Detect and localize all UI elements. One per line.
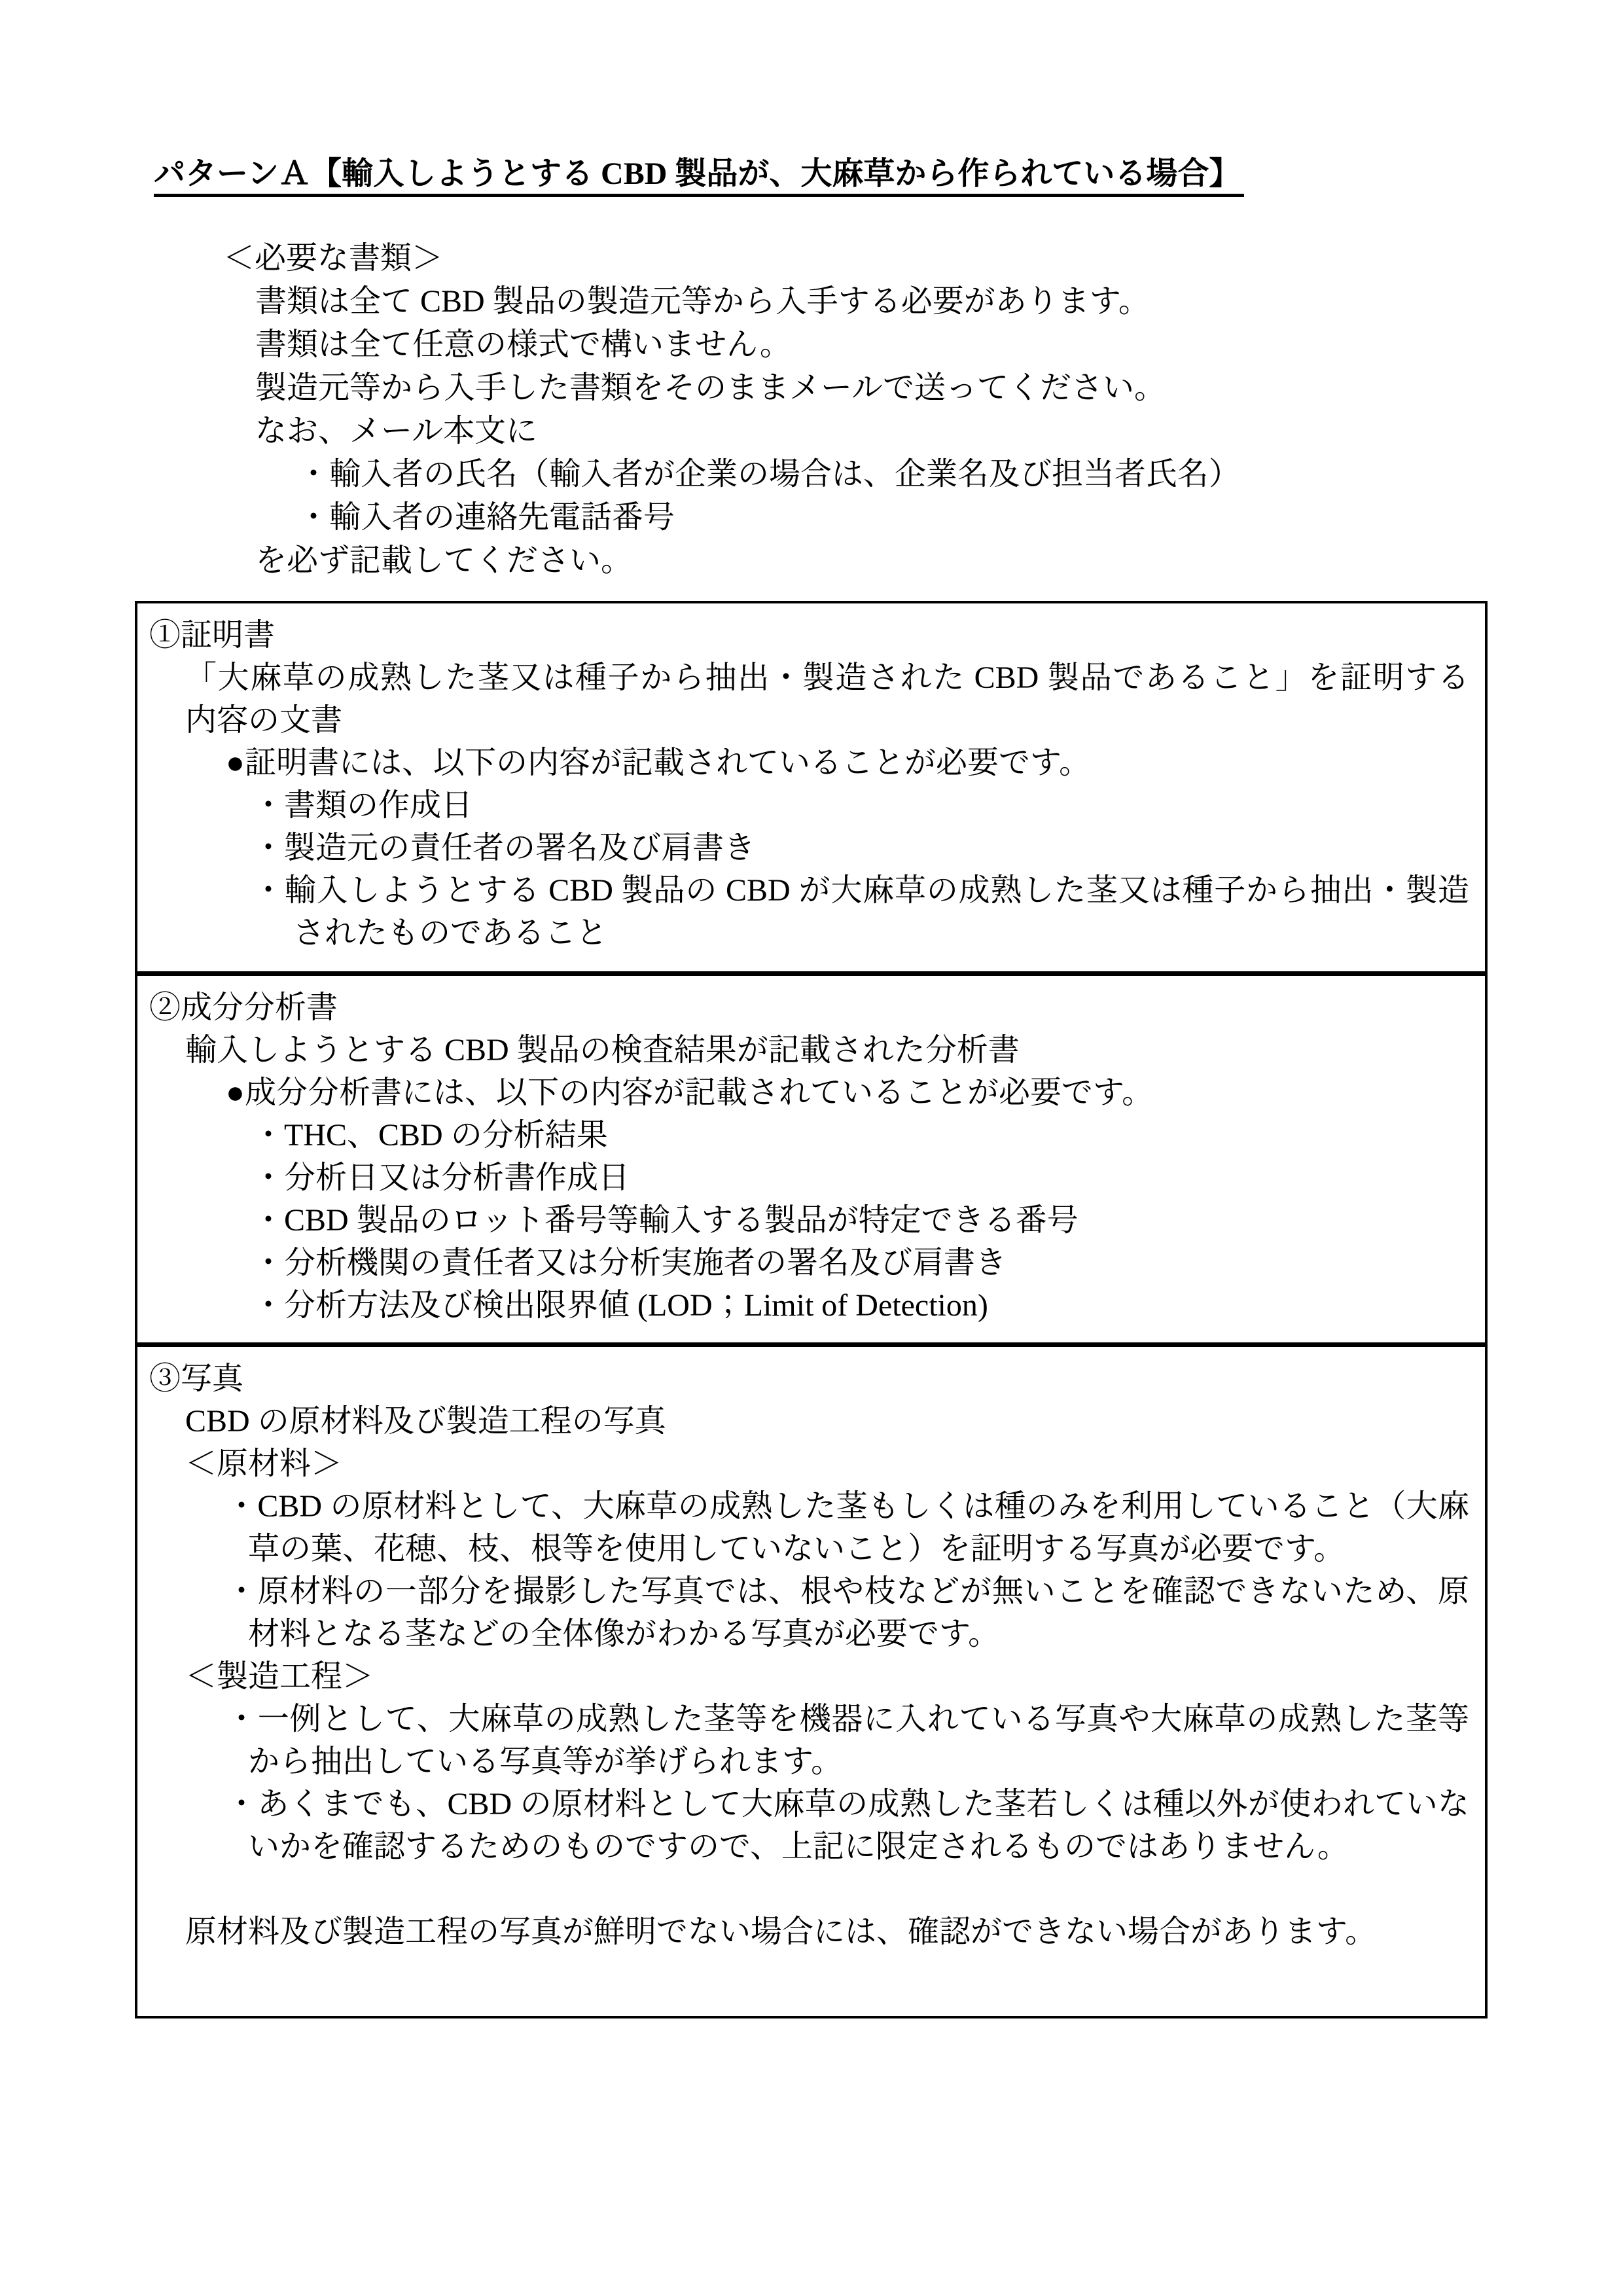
box-line: CBD の原材料及び製造工程の写真 (185, 1404, 666, 1439)
box-line: ・CBD 製品のロット番号等輸入する製品が特定できる番号 (253, 1203, 1079, 1238)
intro-line: 書類は全て CBD 製品の製造元等から入手する必要があります。 (255, 284, 1150, 319)
box-heading: ②成分分析書 (149, 990, 338, 1025)
box-line: ・製造元の責任者の署名及び肩書き (253, 831, 756, 865)
box-heading: ①証明書 (149, 618, 276, 653)
box-analysis-report (135, 973, 1488, 1345)
box-photos (135, 1344, 1488, 2018)
box-line: ●証明書には、以下の内容が記載されていることが必要です。 (226, 745, 1091, 780)
page-title: パターンＡ【輸入しようとする CBD 製品が、大麻草から作られている場合】 (154, 157, 1244, 197)
box-certificate (135, 601, 1488, 974)
intro-section (0, 237, 1623, 583)
box-line: ＜原材料＞ (185, 1446, 343, 1481)
box-line: ・一例として、大麻草の成熟した茎等を機器に入れている写真や大麻草の成熟した茎等 (226, 1702, 1469, 1736)
box-line: ●成分分析書には、以下の内容が記載されていることが必要です。 (226, 1075, 1154, 1110)
box-line: されたものであること (293, 916, 608, 950)
blank-line (137, 1868, 1485, 1910)
box-line: 材料となる茎などの全体像がわかる写真が必要です。 (248, 1617, 1000, 1651)
box-line: 「大麻草の成熟した茎又は種子から抽出・製造された CBD 製品であること」を証明する (185, 660, 1469, 695)
intro-bullet: ・輸入者の氏名（輸入者が企業の場合は、企業名及び担当者氏名） (298, 457, 1241, 492)
box-line: 草の葉、花穂、枝、根等を使用していないこと）を証明する写真が必要です。 (248, 1532, 1346, 1566)
intro-bullet: ・輸入者の連絡先電話番号 (298, 500, 675, 535)
intro-line: なお、メール本文に (255, 414, 538, 448)
box-line: ・分析方法及び検出限界値 (LOD；Limit of Detection) (253, 1288, 988, 1323)
box-line: から抽出している写真等が挙げられます。 (248, 1744, 843, 1779)
box-line: 原材料及び製造工程の写真が鮮明でない場合には、確認ができない場合があります。 (185, 1914, 1377, 1949)
box-line: ＜製造工程＞ (185, 1659, 374, 1694)
intro-line: 製造元等から入手した書類をそのままメールで送ってください。 (255, 370, 1166, 405)
box-line: ・原材料の一部分を撮影した写真では、根や枝などが無いことを確認できないため、原 (226, 1574, 1469, 1609)
box-line: ・あくまでも、CBD の原材料として大麻草の成熟した茎若しくは種以外が使われていな (226, 1787, 1469, 1821)
intro-heading: ＜必要な書類＞ (223, 241, 444, 276)
box-heading: ③写真 (149, 1361, 244, 1396)
box-line: ・CBD の原材料として、大麻草の成熟した茎もしくは種のみを利用していること（大麻 (226, 1489, 1469, 1524)
box-line: ・輸入しようとする CBD 製品の CBD が大麻草の成熟した茎又は種子から抽出・製造 (253, 873, 1469, 908)
box-line: いかを確認するためのものですので、上記に限定されるものではありません。 (248, 1829, 1349, 1864)
intro-footer: を必ず記載してください。 (255, 543, 633, 578)
requirement-boxes (135, 601, 1488, 2018)
box-line: ・書類の作成日 (253, 788, 473, 823)
box-line: 輸入しようとする CBD 製品の検査結果が記載された分析書 (185, 1033, 1020, 1067)
box-line: ・分析機関の責任者又は分析実施者の署名及び肩書き (253, 1246, 1007, 1280)
box-line: 内容の文書 (185, 703, 343, 738)
intro-line: 書類は全て任意の様式で構いません。 (255, 327, 791, 362)
box-line: ・THC、CBD の分析結果 (253, 1118, 608, 1153)
box-line: ・分析日又は分析書作成日 (253, 1160, 630, 1195)
